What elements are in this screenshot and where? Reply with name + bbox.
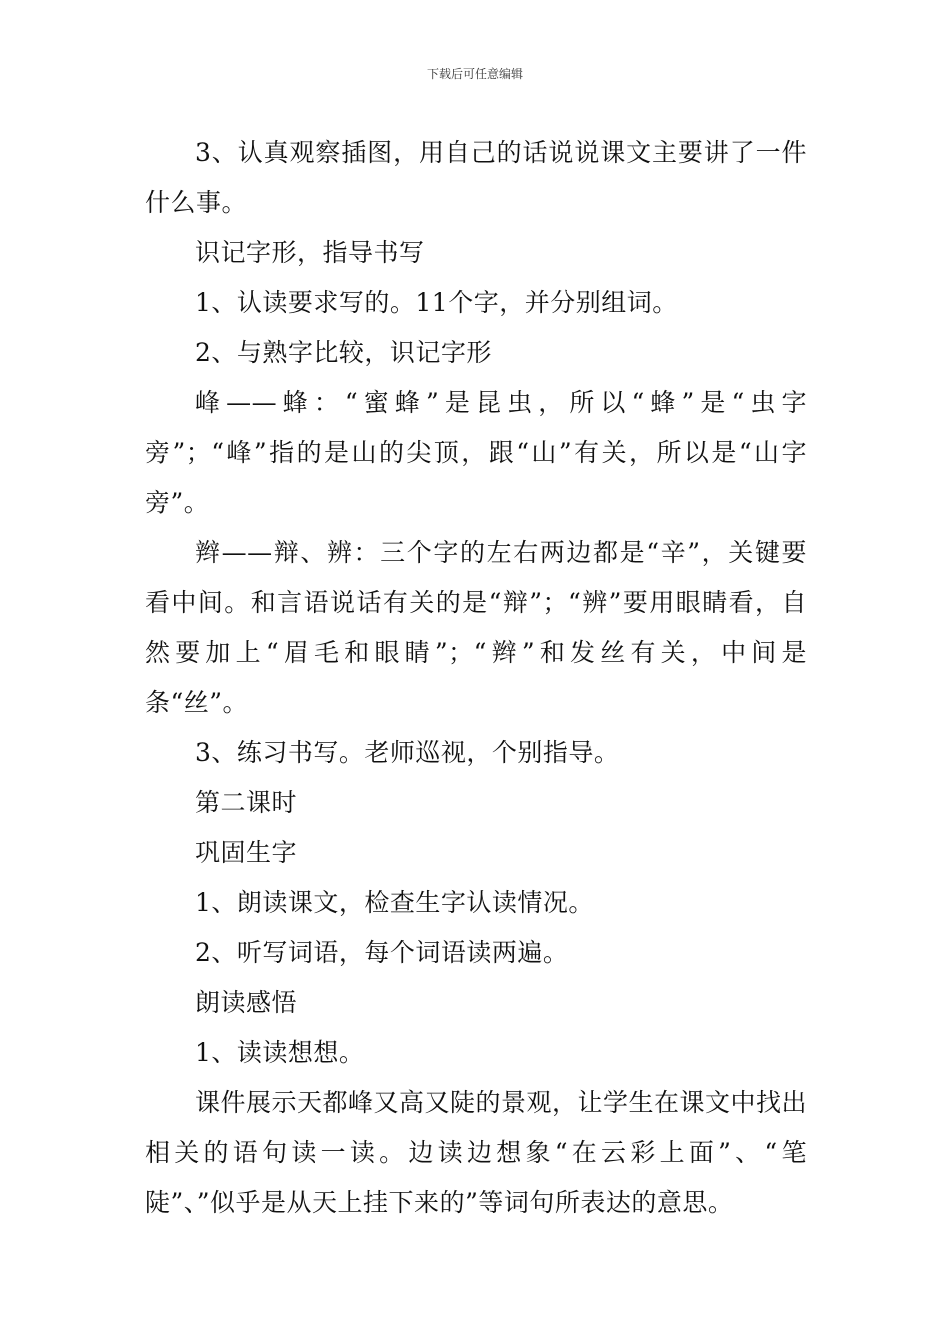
- paragraph: 峰——蜂：“蜜蜂”是昆虫，所以“蜂”是“虫字旁”；“峰”指的是山的尖顶，跟“山”有关，所以是“山字旁”。: [145, 388, 807, 517]
- paragraph: 2、听写词语，每个词语读两遍。: [195, 938, 569, 967]
- section-heading: 朗读感悟: [195, 988, 298, 1017]
- paragraph: 1、朗读课文，检查生字认读情况。: [195, 888, 594, 917]
- page-header: 下载后可任意编辑: [426, 67, 523, 81]
- paragraph: 课件展示天都峰又高又陡的景观，让学生在课文中找出相关的语句读一读。边读边想象“在云彩上面”、“笔陡”、”似乎是从天上挂下来的”等词句所表达的意思。: [145, 1088, 808, 1217]
- section-heading: 识记字形，指导书写: [195, 238, 425, 267]
- paragraph: 1、认读要求写的。11个字，并分别组词。: [195, 288, 678, 317]
- paragraph: 1、读读想想。: [195, 1038, 365, 1067]
- paragraph: 2、与熟字比较，识记字形: [195, 338, 492, 367]
- document-body: [145, 128, 807, 1228]
- section-heading: 第二课时: [195, 788, 298, 817]
- paragraph: 辫——辩、辨：三个字的左右两边都是“辛”，关键要看中间。和言语说话有关的是“辩”；“辨”要用眼睛看，自然要加上“眉毛和眼睛”；“辫”和发丝有关，中间是条“丝”。: [145, 538, 807, 717]
- paragraph: 3、认真观察插图，用自己的话说说课文主要讲了一件什么事。: [145, 138, 807, 217]
- section-heading: 巩固生字: [195, 838, 298, 867]
- paragraph: 3、练习书写。老师巡视，个别指导。: [195, 738, 620, 767]
